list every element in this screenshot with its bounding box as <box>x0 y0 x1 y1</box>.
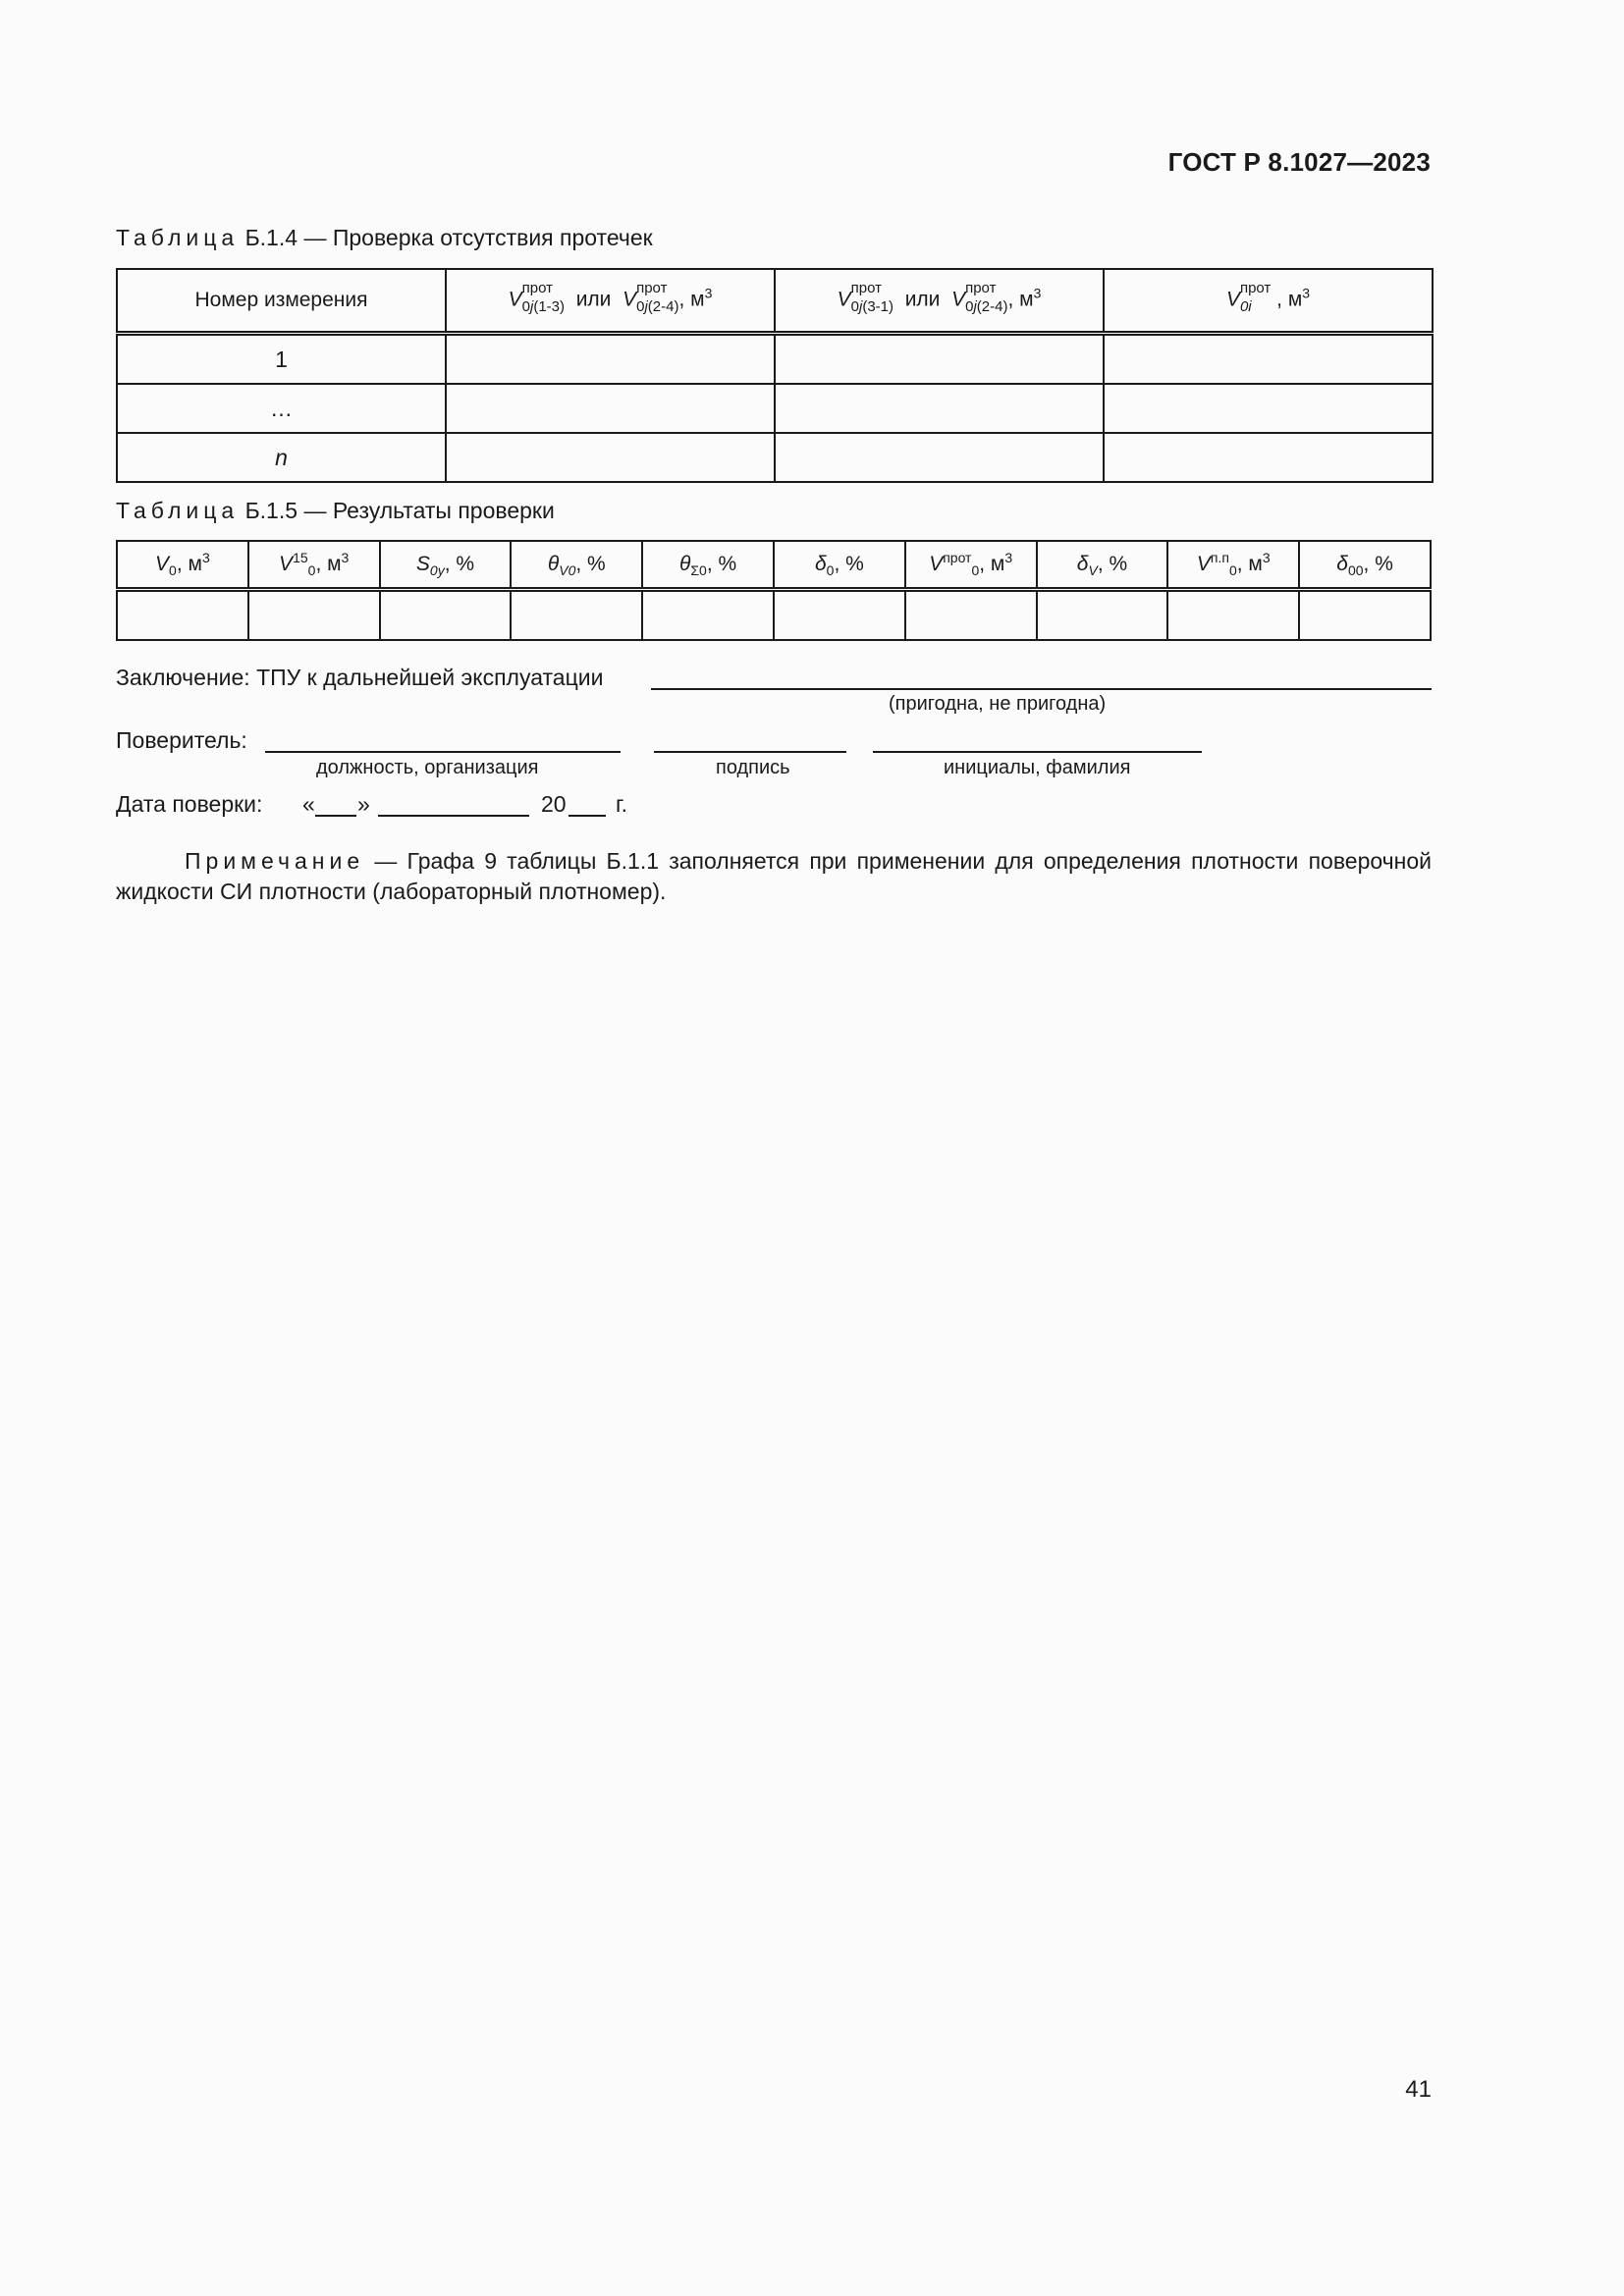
table-cell <box>446 334 775 385</box>
verifier-signature-line[interactable] <box>654 751 846 753</box>
date-year-suffix: г. <box>616 791 627 817</box>
col-unit: , % <box>706 553 737 575</box>
col-unit-exp: 3 <box>201 550 210 565</box>
col-sup: прот <box>943 550 972 565</box>
or-word: или <box>904 288 941 311</box>
col-unit: , % <box>1363 553 1393 575</box>
table-row <box>117 384 1433 433</box>
symbol-v: V <box>837 288 851 311</box>
symbol-v: V <box>508 288 522 311</box>
sub-j: j <box>644 298 648 315</box>
unit-exp: 3 <box>704 285 713 301</box>
col-sub: 00 <box>1347 562 1364 579</box>
sub-zero: 0 <box>965 298 974 315</box>
col-sub: 0 <box>971 562 980 579</box>
unit: , м <box>678 288 705 311</box>
col-unit-exp: 3 <box>1262 550 1271 565</box>
col-symbol: δ <box>1076 553 1089 575</box>
col-unit: , м <box>315 553 342 575</box>
index-stack <box>965 281 1007 314</box>
table-cell <box>775 433 1104 482</box>
unit-exp: 3 <box>1302 285 1311 301</box>
sub-index <box>522 299 565 314</box>
table-cell <box>642 590 774 641</box>
table-b14-caption-number: Б.1.4 <box>244 225 298 250</box>
unit: , м <box>1276 288 1303 311</box>
date-close-quote: » <box>357 791 370 817</box>
table-cell <box>1037 590 1168 641</box>
date-year-line[interactable] <box>568 815 606 817</box>
sub-range: (2-4) <box>647 298 679 315</box>
conclusion-hint: (пригодна, не пригодна) <box>889 693 1107 715</box>
table-b15-col-6 <box>774 541 905 590</box>
table-cell <box>1104 384 1433 433</box>
sub-zero: 0 <box>850 298 859 315</box>
table-b14-caption-label: Таблица <box>116 225 240 250</box>
hint-signature: подпись <box>716 757 790 778</box>
table-b15-col-9 <box>1167 541 1299 590</box>
sub-index: 0i <box>1239 298 1252 315</box>
col-symbol: δ <box>814 553 827 575</box>
unit-exp: 3 <box>1033 285 1042 301</box>
table-row <box>117 433 1433 482</box>
table-b15-caption-number: Б.1.5 <box>244 498 298 523</box>
col-symbol: S <box>415 553 430 575</box>
date-day-line[interactable] <box>315 815 356 817</box>
table-row <box>117 334 1433 385</box>
table-b14 <box>116 268 1434 483</box>
col-sub: V0 <box>559 562 576 579</box>
sup-prot: прот <box>521 280 554 296</box>
table-cell <box>1299 590 1431 641</box>
page-number: 41 <box>1405 2076 1432 2103</box>
sub-range: (3-1) <box>862 298 894 315</box>
sup-prot: прот <box>850 280 883 296</box>
table-cell <box>380 590 512 641</box>
table-cell <box>905 590 1037 641</box>
hint-position: должность, организация <box>316 757 539 778</box>
sub-j: j <box>973 298 977 315</box>
table-b15-caption-title: — Результаты проверки <box>303 498 555 523</box>
table-b15-col-5 <box>642 541 774 590</box>
sub-range: (1-3) <box>533 298 566 315</box>
col-unit: , % <box>834 553 864 575</box>
sub-index <box>851 299 893 314</box>
table-b14-col-volume-3-1 <box>775 269 1104 334</box>
col-symbol: V <box>1196 553 1211 575</box>
sub-zero: 0 <box>521 298 530 315</box>
table-b14-col-volume-1-3 <box>446 269 775 334</box>
index-stack <box>1240 281 1271 314</box>
table-row <box>117 590 1431 641</box>
symbol-v: V <box>1225 288 1240 311</box>
col-symbol: θ <box>678 553 691 575</box>
conclusion-input-line[interactable] <box>651 688 1432 690</box>
verifier-name-line[interactable] <box>873 751 1202 753</box>
table-b15-col-8 <box>1037 541 1168 590</box>
col-sub: 0 <box>307 562 316 579</box>
table-cell <box>775 334 1104 385</box>
sub-index <box>965 299 1007 314</box>
col-symbol: θ <box>547 553 560 575</box>
note-text: — Графа 9 таблицы Б.1.1 заполняется при применении для определения плотности поверочной жидкости СИ плотности (лабораторный плотномер). <box>116 848 1432 904</box>
conclusion-label: Заключение: ТПУ к дальнейшей эксплуатации <box>116 665 604 690</box>
table-b15-col-7 <box>905 541 1037 590</box>
col-sub: 0 <box>1228 562 1237 579</box>
symbol-v: V <box>623 288 637 311</box>
table-cell: n <box>117 433 446 482</box>
col-sub: 0 <box>826 562 835 579</box>
date-month-line[interactable] <box>378 815 529 817</box>
table-cell: 1 <box>117 334 446 385</box>
sub-range: (2-4) <box>976 298 1008 315</box>
index-stack <box>636 281 678 314</box>
table-b15-col-4 <box>511 541 642 590</box>
table-cell: … <box>117 384 446 433</box>
date-label: Дата поверки: <box>116 791 263 817</box>
col-unit: , м <box>176 553 202 575</box>
col-sup: п.п <box>1210 550 1229 565</box>
unit: , м <box>1007 288 1034 311</box>
sup-prot: прот <box>636 280 668 296</box>
table-cell <box>117 590 248 641</box>
date-open-quote: « <box>302 791 315 817</box>
col-sup: 15 <box>293 550 308 565</box>
table-b15-col-10 <box>1299 541 1431 590</box>
col-symbol: δ <box>1336 553 1348 575</box>
col-sub: 0y <box>429 562 445 579</box>
col-sub: Σ0 <box>690 562 707 579</box>
table-cell <box>446 384 775 433</box>
table-b14-caption <box>116 225 653 251</box>
sub-index <box>636 299 678 314</box>
verifier-position-line[interactable] <box>265 751 621 753</box>
hint-name: инициалы, фамилия <box>944 757 1131 778</box>
table-b14-col-measurement: Номер измерения <box>117 269 446 334</box>
sup-prot: прот <box>965 280 997 296</box>
symbol-v: V <box>951 288 966 311</box>
sub-j: j <box>859 298 863 315</box>
table-b15 <box>116 540 1432 641</box>
table-b15-col-3 <box>380 541 512 590</box>
col-sub: V <box>1088 562 1098 579</box>
table-b15-caption <box>116 498 555 524</box>
col-unit: , м <box>1236 553 1263 575</box>
col-symbol: V <box>155 553 170 575</box>
table-cell <box>1167 590 1299 641</box>
note-label: Примечание <box>185 848 365 874</box>
col-unit: , % <box>1097 553 1128 575</box>
table-b15-col-2 <box>248 541 380 590</box>
table-b14-col-volume-0i <box>1104 269 1433 334</box>
col-unit-exp: 3 <box>341 550 350 565</box>
table-b15-header-row <box>117 541 1431 590</box>
or-word: или <box>575 288 612 311</box>
col-unit: , % <box>444 553 475 575</box>
col-symbol: V <box>929 553 944 575</box>
sub-zero: 0 <box>636 298 645 315</box>
sup-prot: прот <box>1239 280 1272 296</box>
col-unit: , % <box>575 553 606 575</box>
index-stack <box>851 281 893 314</box>
table-b15-col-1 <box>117 541 248 590</box>
verifier-label: Поверитель: <box>116 727 247 753</box>
table-cell <box>446 433 775 482</box>
table-cell <box>775 384 1104 433</box>
table-cell <box>774 590 905 641</box>
sub-j: j <box>530 298 534 315</box>
col-symbol: V <box>279 553 294 575</box>
col-sub: 0 <box>169 562 177 579</box>
table-b14-caption-title: — Проверка отсутствия протечек <box>303 225 653 250</box>
table-b14-header-row <box>117 269 1433 334</box>
table-cell <box>248 590 380 641</box>
date-century: 20 <box>541 791 567 817</box>
document-code: ГОСТ Р 8.1027—2023 <box>1167 147 1431 177</box>
table-b15-caption-label: Таблица <box>116 498 240 523</box>
table-cell <box>1104 334 1433 385</box>
table-cell <box>511 590 642 641</box>
col-unit-exp: 3 <box>1004 550 1013 565</box>
col-unit: , м <box>979 553 1005 575</box>
note-paragraph <box>116 846 1432 907</box>
table-cell <box>1104 433 1433 482</box>
index-stack <box>522 281 565 314</box>
